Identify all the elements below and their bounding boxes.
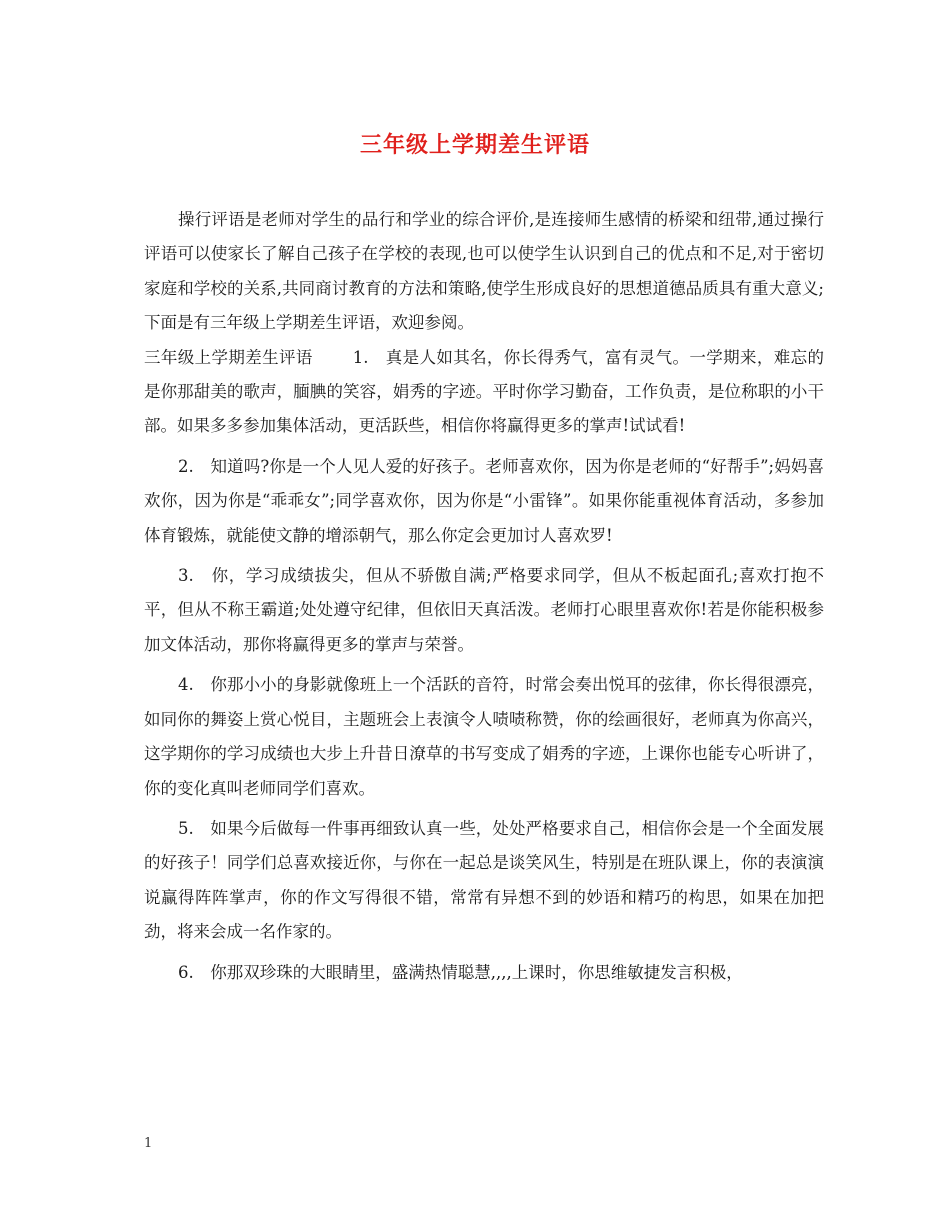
comment-paragraph-1 (144, 341, 824, 444)
comment-item-4: 4. 你那小小的身影就像班上一个活跃的音符，时常会奏出悦耳的弦律，你长得很漂亮，如同你的舞姿上赏心悦目，主题班会上表演令人啧啧称赞，你的绘画很好，老师真为你高兴，这学期你的学习成绩也大步上升昔日潦草的书写变成了娟秀的字迹，上课你也能专心听讲了，你的变化真叫老师同学们喜欢。 (144, 675, 824, 798)
document-body (144, 203, 824, 990)
comment-item-1: 1. 真是人如其名，你长得秀气，富有灵气。一学期来，难忘的是你那甜美的歌声，腼腆的笑容，娟秀的字迹。平时你学习勤奋，工作负责，是位称职的小干部。如果多多参加集体活动，更活跃些，相信你将赢得更多的掌声!试试看! (144, 347, 824, 436)
comment-item-6: 6. 你那双珍珠的大眼睛里，盛满热情聪慧,,,,上课时，你思维敏捷发言积极， (178, 962, 743, 982)
comment-item-5: 5. 如果今后做每一件事再细致认真一些，处处严格要求自己，相信你会是一个全面发展的好孩子！同学们总喜欢接近你，与你在一起总是谈笑风生，特别是在班队课上，你的表演演说赢得阵阵掌声，你的作文写得很不错，常常有异想不到的妙语和精巧的构思，如果在加把劲，将来会成一名作家的。 (144, 818, 824, 942)
intro-paragraph: 操行评语是老师对学生的品行和学业的综合评价,是连接师生感情的桥梁和纽带,通过操行评语可以使家长了解自己孩子在学校的表现,也可以使学生认识到自己的优点和不足,对于密切家庭和学校的关系,共同商讨教育的方法和策略,使学生形成良好的思想道德品质具有重大意义;下面是有三年级上学期差生评语，欢迎参阅。 (144, 210, 824, 333)
document-title: 三年级上学期差生评语 (359, 133, 590, 158)
section-heading: 三年级上学期差生评语 (144, 347, 313, 367)
comment-item-3: 3. 你，学习成绩拔尖，但从不骄傲自满;严格要求同学，但从不板起面孔;喜欢打抱不平，但从不称王霸道;处处遵守纪律，但依旧天真活泼。老师打心眼里喜欢你!若是你能积极参加文体活动，那你将赢得更多的掌声与荣誉。 (144, 566, 824, 654)
page-number: 1 (144, 1136, 153, 1151)
comment-item-2: 2. 知道吗?你是一个人见人爱的好孩子。老师喜欢你，因为你是老师的“好帮手”;妈妈喜欢你，因为你是“乖乖女”;同学喜欢你，因为你是“小雷锋”。如果你能重视体育活动，多参加体育锻炼，就能使文静的增添朝气，那么你定会更加讨人喜欢罗! (144, 456, 824, 545)
